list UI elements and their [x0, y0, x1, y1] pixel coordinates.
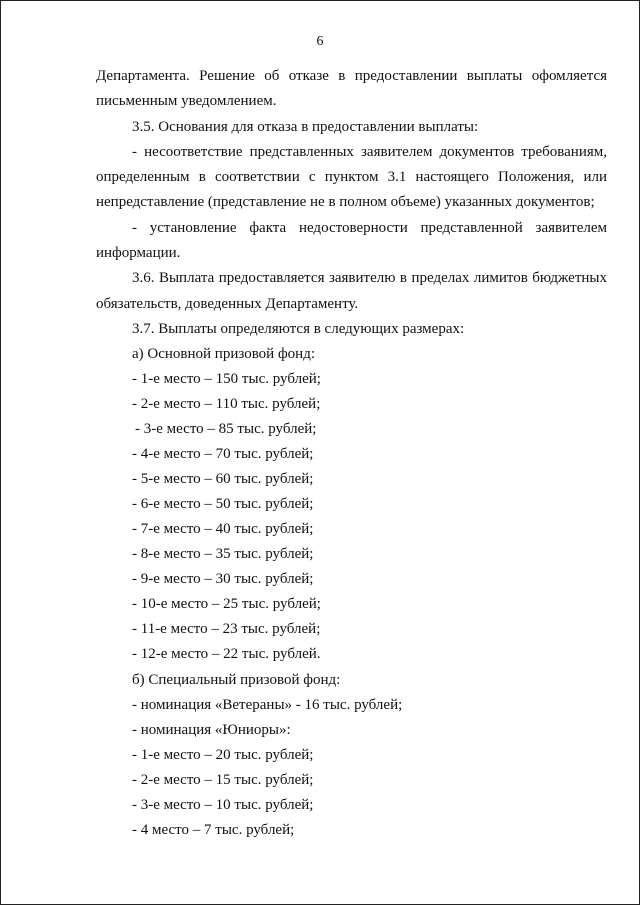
list-item: - 5-е место – 60 тыс. рублей; — [132, 471, 314, 487]
subsection-heading: а) Основной призовой фонд: — [132, 346, 316, 362]
list-item: - 1-е место – 150 тыс. рублей; — [132, 371, 321, 387]
paragraph-line: письменным уведомлением. — [96, 93, 277, 109]
list-item: - номинация «Юниоры»: — [132, 722, 291, 738]
list-item: - 7-е место – 40 тыс. рублей; — [132, 521, 314, 537]
paragraph-line: непредставление (представление не в полном объеме) указанных документов; — [96, 194, 595, 210]
list-item: - 11-е место – 23 тыс. рублей; — [132, 621, 321, 637]
paragraph-line: 3.6. Выплата предоставляется заявителю в пределах лимитов бюджетных — [132, 270, 607, 286]
list-item: - 8-е место – 35 тыс. рублей; — [132, 546, 314, 562]
paragraph-line: - несоответствие представленных заявителем документов требованиям, — [132, 144, 607, 160]
page-number: 6 — [316, 34, 324, 49]
subsection-heading: б) Специальный призовой фонд: — [132, 672, 341, 688]
section-heading: 3.5. Основания для отказа в предоставлении выплаты: — [132, 119, 479, 135]
list-item: - 9-е место – 30 тыс. рублей; — [132, 571, 314, 587]
list-item: - 3-е место – 85 тыс. рублей; — [135, 421, 317, 437]
list-item: - 4-е место – 70 тыс. рублей; — [132, 446, 314, 462]
list-item: - 10-е место – 25 тыс. рублей; — [132, 596, 321, 612]
paragraph-line: определенным в соответствии с пунктом 3.1 настоящего Положения, или — [96, 169, 607, 185]
list-item: - 2-е место – 15 тыс. рублей; — [132, 772, 314, 788]
section-heading: 3.7. Выплаты определяются в следующих размерах: — [132, 321, 465, 337]
list-item: - номинация «Ветераны» - 16 тыс. рублей; — [132, 697, 403, 713]
list-item: - 12-е место – 22 тыс. рублей. — [132, 646, 321, 662]
list-item: - 6-е место – 50 тыс. рублей; — [132, 496, 314, 512]
list-item: - 3-е место – 10 тыс. рублей; — [132, 797, 314, 813]
list-item: - 2-е место – 110 тыс. рублей; — [132, 396, 321, 412]
list-item: - 4 место – 7 тыс. рублей; — [132, 822, 295, 838]
list-item: - 1-е место – 20 тыс. рублей; — [132, 747, 314, 763]
paragraph-line: Департамента. Решение об отказе в предоставлении выплаты офомляется — [96, 68, 607, 84]
paragraph-line: информации. — [96, 245, 181, 261]
paragraph-line: обязательств, доведенных Департаменту. — [96, 296, 359, 312]
paragraph-line: - установление факта недостоверности представленной заявителем — [132, 220, 607, 236]
